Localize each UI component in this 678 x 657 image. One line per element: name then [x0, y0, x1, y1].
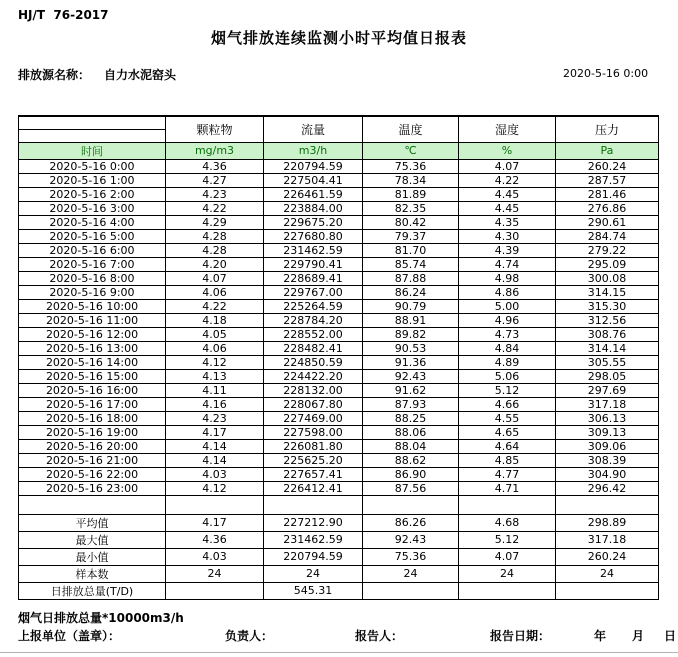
value-cell: 92.43 [363, 369, 459, 383]
reporting-unit-label: 上报单位（盖章）： [18, 629, 121, 643]
value-cell: 4.07 [166, 271, 264, 285]
value-cell: 4.71 [459, 481, 556, 495]
time-cell: 2020-5-16 5:00 [19, 229, 166, 243]
value-cell: 229790.41 [264, 257, 363, 271]
value-cell: 224850.59 [264, 355, 363, 369]
value-cell: 227469.00 [264, 411, 363, 425]
value-cell: 4.03 [166, 548, 264, 565]
header-row-1 [19, 116, 659, 129]
table-row [19, 257, 659, 271]
value-cell: 4.45 [459, 201, 556, 215]
value-cell: 4.98 [459, 271, 556, 285]
value-cell: 4.74 [459, 257, 556, 271]
table-row [19, 341, 659, 355]
time-cell: 2020-5-16 1:00 [19, 173, 166, 187]
table-row [19, 285, 659, 299]
value-cell: 4.13 [166, 369, 264, 383]
summary-label-cell: 最大值 [19, 531, 166, 548]
value-cell: 88.62 [363, 453, 459, 467]
table-row [19, 383, 659, 397]
value-cell: 297.69 [556, 383, 659, 397]
column-header-particulate: 颗粒物 [166, 116, 264, 142]
time-cell: 2020-5-16 8:00 [19, 271, 166, 285]
value-cell: 87.88 [363, 271, 459, 285]
time-cell: 2020-5-16 19:00 [19, 425, 166, 439]
bottom-divider [0, 652, 678, 653]
table-row [19, 425, 659, 439]
value-cell: 228067.80 [264, 397, 363, 411]
time-cell: 2020-5-16 6:00 [19, 243, 166, 257]
value-cell: 4.39 [459, 243, 556, 257]
value-cell: 4.27 [166, 173, 264, 187]
unit-flow: m3/h [264, 142, 363, 159]
value-cell: 4.12 [166, 355, 264, 369]
table-row [19, 582, 659, 599]
column-header-pressure: 压力 [556, 116, 659, 142]
value-cell: 314.15 [556, 285, 659, 299]
value-cell: 4.23 [166, 187, 264, 201]
value-cell: 4.73 [459, 327, 556, 341]
value-cell: 309.13 [556, 425, 659, 439]
time-cell: 2020-5-16 7:00 [19, 257, 166, 271]
day-label: 日 [664, 629, 677, 643]
value-cell: 4.35 [459, 215, 556, 229]
table-row [19, 327, 659, 341]
value-cell: 24 [264, 565, 363, 582]
summary-label-cell: 样本数 [19, 565, 166, 582]
value-cell: 308.76 [556, 327, 659, 341]
value-cell [363, 582, 459, 599]
value-cell: 4.12 [166, 481, 264, 495]
value-cell: 4.89 [459, 355, 556, 369]
value-cell: 4.06 [166, 341, 264, 355]
value-cell: 5.06 [459, 369, 556, 383]
value-cell: 4.16 [166, 397, 264, 411]
value-cell: 298.05 [556, 369, 659, 383]
column-header-temperature: 温度 [363, 116, 459, 142]
time-cell: 2020-5-16 21:00 [19, 453, 166, 467]
time-cell: 2020-5-16 16:00 [19, 383, 166, 397]
time-cell: 2020-5-16 13:00 [19, 341, 166, 355]
value-cell: 4.65 [459, 425, 556, 439]
spacer-row [19, 495, 659, 514]
value-cell: 4.29 [166, 215, 264, 229]
value-cell: 545.31 [264, 582, 363, 599]
value-cell: 88.04 [363, 439, 459, 453]
value-cell: 88.91 [363, 313, 459, 327]
value-cell: 4.05 [166, 327, 264, 341]
time-cell: 2020-5-16 11:00 [19, 313, 166, 327]
value-cell: 4.64 [459, 439, 556, 453]
table-row [19, 299, 659, 313]
value-cell: 5.00 [459, 299, 556, 313]
value-cell: 227657.41 [264, 467, 363, 481]
value-cell: 87.56 [363, 481, 459, 495]
value-cell: 24 [363, 565, 459, 582]
source-line [18, 66, 176, 83]
table-row [19, 565, 659, 582]
standard-number: HJ/T 76-2017 [18, 8, 109, 22]
value-cell: 228784.20 [264, 313, 363, 327]
value-cell: 305.55 [556, 355, 659, 369]
time-cell: 2020-5-16 10:00 [19, 299, 166, 313]
signature-line [0, 627, 678, 643]
value-cell: 75.36 [363, 548, 459, 565]
value-cell: 317.18 [556, 397, 659, 411]
spacer-cell [363, 495, 459, 514]
value-cell: 4.06 [166, 285, 264, 299]
value-cell: 4.45 [459, 187, 556, 201]
value-cell: 287.57 [556, 173, 659, 187]
value-cell: 4.17 [166, 514, 264, 531]
value-cell: 4.36 [166, 531, 264, 548]
value-cell: 281.46 [556, 187, 659, 201]
time-cell: 2020-5-16 0:00 [19, 159, 166, 173]
value-cell: 86.26 [363, 514, 459, 531]
value-cell: 227598.00 [264, 425, 363, 439]
value-cell: 227680.80 [264, 229, 363, 243]
value-cell: 298.89 [556, 514, 659, 531]
value-cell: 300.08 [556, 271, 659, 285]
time-cell: 2020-5-16 9:00 [19, 285, 166, 299]
report-datetime: 2020-5-16 0:00 [563, 67, 649, 80]
table-row [19, 453, 659, 467]
data-rows [19, 159, 659, 495]
value-cell: 4.86 [459, 285, 556, 299]
value-cell: 228552.00 [264, 327, 363, 341]
value-cell: 226461.59 [264, 187, 363, 201]
value-cell: 220794.59 [264, 159, 363, 173]
value-cell: 228689.41 [264, 271, 363, 285]
value-cell: 91.62 [363, 383, 459, 397]
value-cell: 227504.41 [264, 173, 363, 187]
table-row [19, 467, 659, 481]
value-cell: 78.34 [363, 173, 459, 187]
value-cell: 284.74 [556, 229, 659, 243]
time-cell: 2020-5-16 22:00 [19, 467, 166, 481]
report-date-label: 报告日期： [490, 629, 551, 643]
value-cell: 4.36 [166, 159, 264, 173]
value-cell: 5.12 [459, 531, 556, 548]
value-cell: 24 [556, 565, 659, 582]
column-header-flow: 流量 [264, 116, 363, 142]
value-cell: 4.14 [166, 439, 264, 453]
value-cell: 75.36 [363, 159, 459, 173]
value-cell: 223884.00 [264, 201, 363, 215]
value-cell: 90.53 [363, 341, 459, 355]
value-cell: 309.06 [556, 439, 659, 453]
table-row [19, 397, 659, 411]
month-label: 月 [632, 629, 645, 643]
value-cell: 226081.80 [264, 439, 363, 453]
value-cell: 229767.00 [264, 285, 363, 299]
table-row [19, 548, 659, 565]
time-cell: 2020-5-16 18:00 [19, 411, 166, 425]
unit-particulate: mg/m3 [166, 142, 264, 159]
value-cell: 4.96 [459, 313, 556, 327]
table-header [19, 116, 659, 159]
time-cell: 2020-5-16 4:00 [19, 215, 166, 229]
value-cell: 295.09 [556, 257, 659, 271]
value-cell: 312.56 [556, 313, 659, 327]
summary-label-cell: 平均值 [19, 514, 166, 531]
table-row [19, 201, 659, 215]
value-cell: 4.20 [166, 257, 264, 271]
value-cell: 279.22 [556, 243, 659, 257]
time-cell: 2020-5-16 20:00 [19, 439, 166, 453]
value-cell: 4.23 [166, 411, 264, 425]
value-cell: 229675.20 [264, 215, 363, 229]
value-cell: 225264.59 [264, 299, 363, 313]
value-cell: 306.13 [556, 411, 659, 425]
value-cell: 85.74 [363, 257, 459, 271]
unit-humidity: % [459, 142, 556, 159]
value-cell: 4.18 [166, 313, 264, 327]
value-cell: 260.24 [556, 548, 659, 565]
table-row [19, 355, 659, 369]
value-cell: 81.89 [363, 187, 459, 201]
spacer-cell [556, 495, 659, 514]
summary-label-cell: 最小值 [19, 548, 166, 565]
value-cell: 4.28 [166, 243, 264, 257]
value-cell [166, 582, 264, 599]
value-cell: 4.77 [459, 467, 556, 481]
value-cell: 4.22 [166, 299, 264, 313]
value-cell: 231462.59 [264, 531, 363, 548]
table-row [19, 243, 659, 257]
table-row [19, 271, 659, 285]
table-row [19, 439, 659, 453]
value-cell: 4.14 [166, 453, 264, 467]
value-cell: 4.85 [459, 453, 556, 467]
value-cell: 91.36 [363, 355, 459, 369]
spacer-cell [264, 495, 363, 514]
value-cell: 314.14 [556, 341, 659, 355]
value-cell: 231462.59 [264, 243, 363, 257]
source-label: 排放源名称： [18, 68, 91, 82]
value-cell: 4.28 [166, 229, 264, 243]
responsible-person-label: 负责人： [225, 629, 274, 643]
value-cell [459, 582, 556, 599]
value-cell: 4.11 [166, 383, 264, 397]
value-cell: 4.84 [459, 341, 556, 355]
empty-corner-cell-top [19, 116, 166, 129]
value-cell: 317.18 [556, 531, 659, 548]
table-row [19, 481, 659, 495]
value-cell: 4.22 [459, 173, 556, 187]
monitoring-table [18, 115, 659, 600]
column-header-humidity: 湿度 [459, 116, 556, 142]
summary-section [19, 495, 659, 514]
summary-rows [19, 514, 659, 599]
value-cell: 24 [459, 565, 556, 582]
value-cell: 82.35 [363, 201, 459, 215]
table-row [19, 514, 659, 531]
value-cell: 228482.41 [264, 341, 363, 355]
spacer-cell [19, 495, 166, 514]
value-cell: 88.25 [363, 411, 459, 425]
source-name: 自力水泥窑头 [104, 68, 177, 82]
value-cell: 4.22 [166, 201, 264, 215]
time-cell: 2020-5-16 23:00 [19, 481, 166, 495]
value-cell: 4.07 [459, 159, 556, 173]
summary-label-cell: 日排放总量(T/D) [19, 582, 166, 599]
value-cell: 228132.00 [264, 383, 363, 397]
value-cell: 308.39 [556, 453, 659, 467]
footer-note: 烟气日排放总量*10000m3/h [18, 611, 184, 625]
value-cell: 87.93 [363, 397, 459, 411]
table-row [19, 159, 659, 173]
value-cell: 220794.59 [264, 548, 363, 565]
value-cell: 81.70 [363, 243, 459, 257]
value-cell: 304.90 [556, 467, 659, 481]
value-cell: 5.12 [459, 383, 556, 397]
unit-temperature: ℃ [363, 142, 459, 159]
table-row [19, 369, 659, 383]
table-row [19, 215, 659, 229]
value-cell: 24 [166, 565, 264, 582]
value-cell: 227212.90 [264, 514, 363, 531]
table-row [19, 187, 659, 201]
value-cell [556, 582, 659, 599]
value-cell: 224422.20 [264, 369, 363, 383]
value-cell: 4.17 [166, 425, 264, 439]
value-cell: 315.30 [556, 299, 659, 313]
time-header-cell: 时间 [19, 142, 166, 159]
year-label: 年 [594, 629, 607, 643]
time-cell: 2020-5-16 14:00 [19, 355, 166, 369]
value-cell: 225625.20 [264, 453, 363, 467]
time-cell: 2020-5-16 17:00 [19, 397, 166, 411]
time-cell: 2020-5-16 2:00 [19, 187, 166, 201]
value-cell: 226412.41 [264, 481, 363, 495]
value-cell: 86.24 [363, 285, 459, 299]
value-cell: 290.61 [556, 215, 659, 229]
value-cell: 260.24 [556, 159, 659, 173]
value-cell: 276.86 [556, 201, 659, 215]
value-cell: 86.90 [363, 467, 459, 481]
value-cell: 296.42 [556, 481, 659, 495]
value-cell: 92.43 [363, 531, 459, 548]
value-cell: 4.07 [459, 548, 556, 565]
table-row [19, 411, 659, 425]
table-row [19, 229, 659, 243]
empty-corner-cell-bottom [19, 129, 166, 142]
value-cell: 89.82 [363, 327, 459, 341]
unit-pressure: Pa [556, 142, 659, 159]
spacer-cell [166, 495, 264, 514]
value-cell: 4.03 [166, 467, 264, 481]
table-row [19, 173, 659, 187]
unit-row [19, 142, 659, 159]
table-row [19, 313, 659, 327]
value-cell: 4.55 [459, 411, 556, 425]
time-cell: 2020-5-16 15:00 [19, 369, 166, 383]
value-cell: 90.79 [363, 299, 459, 313]
reporter-label: 报告人： [355, 629, 404, 643]
time-cell: 2020-5-16 12:00 [19, 327, 166, 341]
time-cell: 2020-5-16 3:00 [19, 201, 166, 215]
value-cell: 79.37 [363, 229, 459, 243]
page-title: 烟气排放连续监测小时平均值日报表 [210, 29, 467, 47]
table-row [19, 531, 659, 548]
value-cell: 4.30 [459, 229, 556, 243]
value-cell: 88.06 [363, 425, 459, 439]
value-cell: 80.42 [363, 215, 459, 229]
value-cell: 4.66 [459, 397, 556, 411]
value-cell: 4.68 [459, 514, 556, 531]
spacer-cell [459, 495, 556, 514]
